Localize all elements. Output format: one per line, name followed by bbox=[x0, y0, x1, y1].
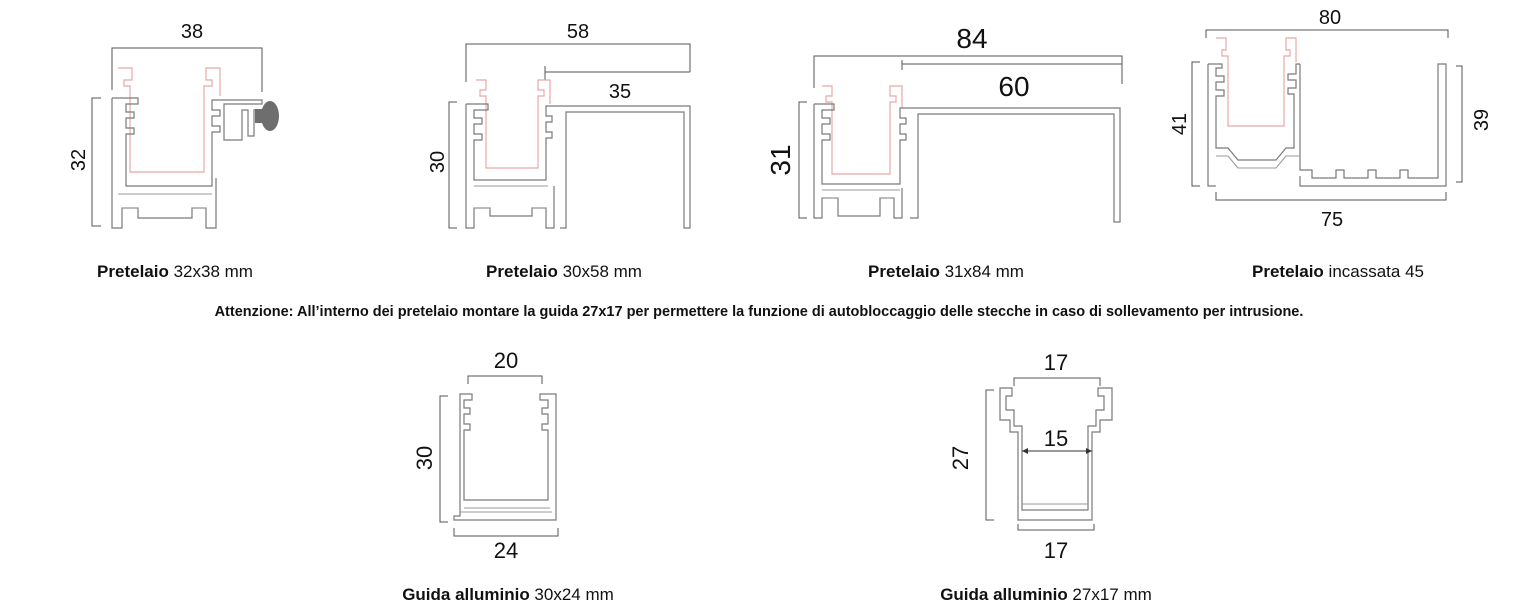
caption-bold: Guida alluminio bbox=[940, 585, 1068, 604]
dim-inner: 15 bbox=[1043, 426, 1069, 451]
caption-rest: 30x24 mm bbox=[529, 585, 614, 604]
profile-32x38-drawing bbox=[92, 48, 279, 228]
caption-rest: 31x84 mm bbox=[939, 262, 1024, 281]
dim-top: 80 bbox=[1318, 7, 1342, 29]
dim-bottom: 75 bbox=[1320, 209, 1344, 231]
dim-top: 58 bbox=[566, 21, 590, 43]
caption-bold: Pretelaio bbox=[868, 262, 940, 281]
caption-profile-31x84 bbox=[868, 262, 1024, 282]
dim-left: 32 bbox=[68, 148, 90, 172]
caption-rest: incassata 45 bbox=[1323, 262, 1424, 281]
caption-bold: Pretelaio bbox=[1252, 262, 1324, 281]
profile-31x84-drawing bbox=[799, 56, 1122, 222]
dim-top-inner: 60 bbox=[998, 71, 1030, 102]
caption-profile-incassata bbox=[1252, 262, 1424, 282]
dim-left: 30 bbox=[427, 150, 449, 174]
profile-30x58-drawing bbox=[449, 44, 690, 228]
caption-rest: 27x17 mm bbox=[1067, 585, 1152, 604]
dim-bottom: 17 bbox=[1043, 538, 1069, 563]
dim-left: 30 bbox=[412, 445, 437, 471]
dim-left: 41 bbox=[1169, 112, 1191, 136]
dim-top: 84 bbox=[956, 23, 988, 54]
dim-top: 17 bbox=[1043, 350, 1069, 375]
caption-profile-32x38 bbox=[97, 262, 253, 282]
caption-rest: 30x58 mm bbox=[557, 262, 642, 281]
caption-bold: Pretelaio bbox=[486, 262, 558, 281]
dim-top: 20 bbox=[493, 348, 519, 373]
attention-note: Attenzione: All’interno dei pretelaio montare la guida 27x17 per permettere la funzione di autobloccaggio delle stecche in caso di sollevamento per intrusione. bbox=[214, 304, 1304, 320]
dim-bottom: 24 bbox=[493, 538, 519, 563]
caption-rest: 32x38 mm bbox=[168, 262, 253, 281]
dim-left: 27 bbox=[948, 445, 973, 471]
caption-bold: Pretelaio bbox=[97, 262, 169, 281]
guide-30x24-drawing bbox=[440, 376, 558, 536]
dim-top-inner: 35 bbox=[608, 81, 632, 103]
caption-guide-30x24 bbox=[402, 585, 614, 605]
profile-incassata-drawing bbox=[1192, 30, 1462, 200]
dim-left: 31 bbox=[765, 144, 796, 176]
caption-bold: Guida alluminio bbox=[402, 585, 530, 604]
caption-guide-27x17 bbox=[940, 585, 1152, 605]
caption-profile-30x58 bbox=[486, 262, 642, 282]
dim-right: 39 bbox=[1471, 108, 1493, 132]
dim-top: 38 bbox=[180, 21, 204, 43]
guide-27x17-drawing bbox=[986, 378, 1112, 530]
